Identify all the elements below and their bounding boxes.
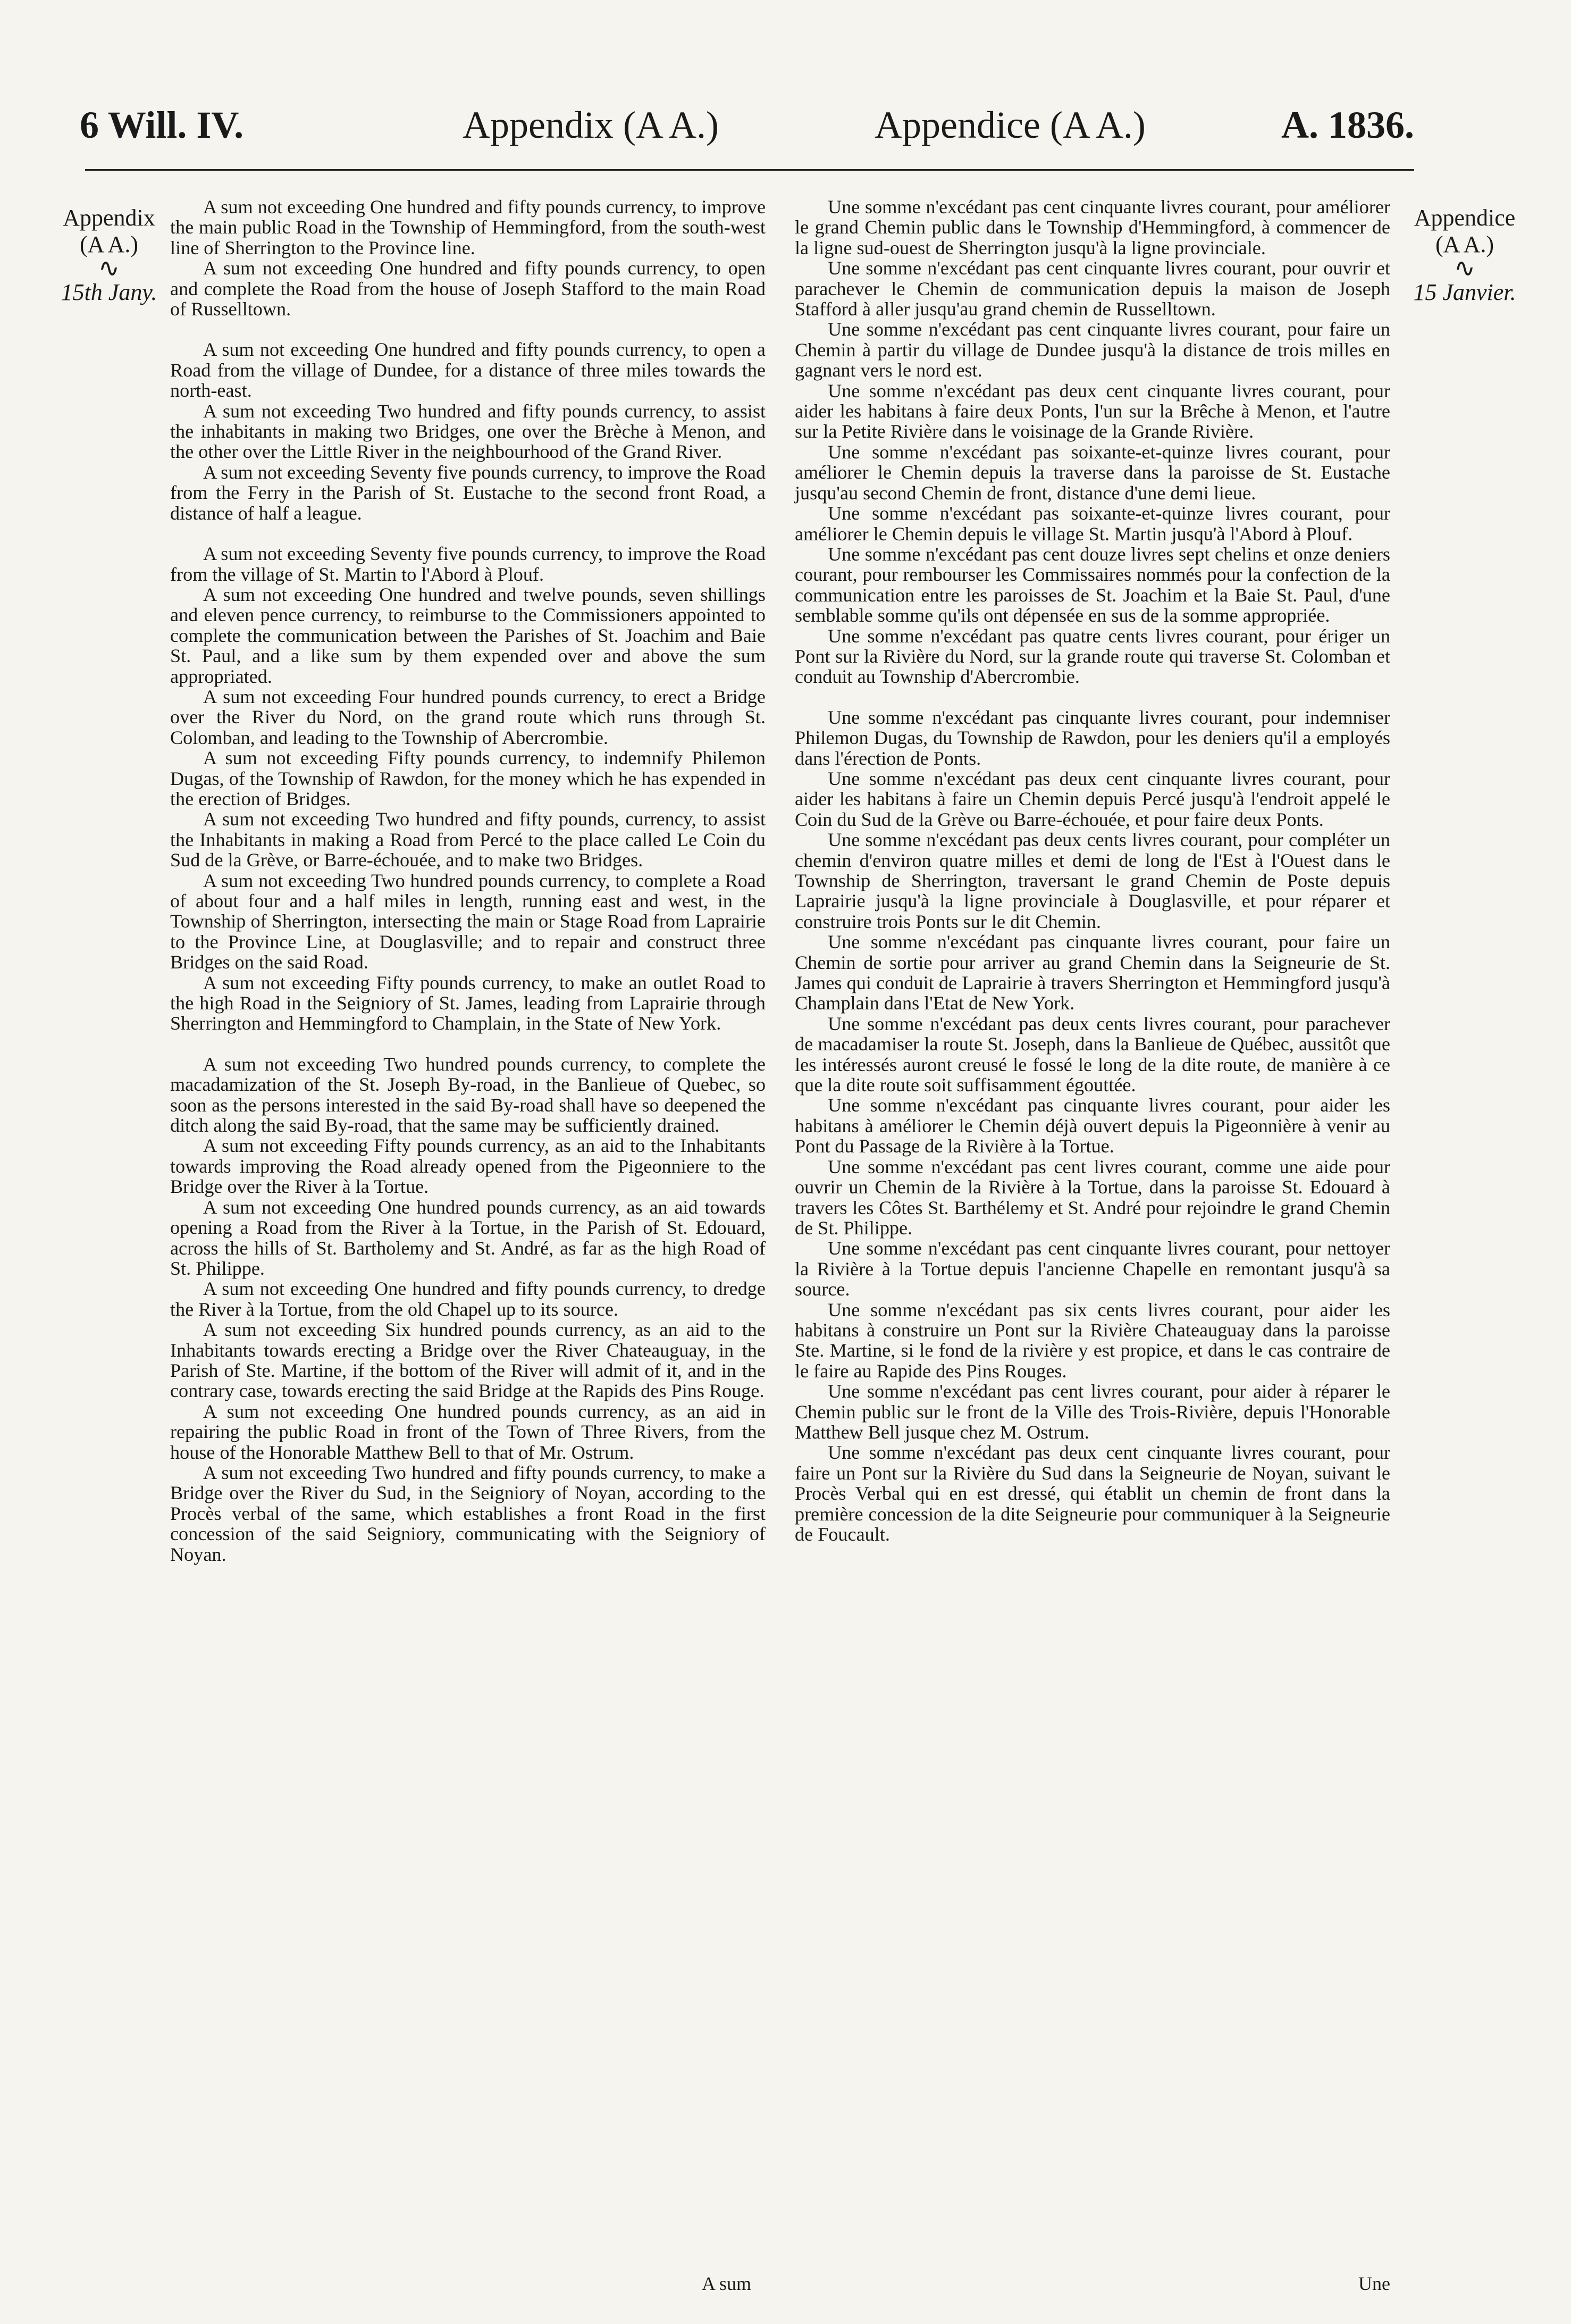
paragraph: Une somme n'excédant pas cinquante livres courant, pour faire un Chemin de sortie pour arriver au grand Chemin dans la Seigneurie de St. James qui conduit de Laprairie à travers Sherrington et Hemmingford jusqu'à Champlain dans l'Etat de New York. bbox=[795, 931, 1390, 1014]
header-year: A. 1836. bbox=[1281, 104, 1414, 146]
header-title-english: Appendix (A A.) bbox=[463, 104, 719, 146]
english-column bbox=[170, 197, 766, 1565]
paragraph: Une somme n'excédant pas deux cent cinquante livres courant, pour aider les habitans à faire un Chemin depuis Percé jusqu'à l'endroit appelé le Coin du Sud de la Grève ou Barre-échouée, et pour faire deux Ponts. bbox=[795, 767, 1390, 830]
paragraph: Une somme n'excédant pas deux cent cinquante livres courant, pour aider les habitans à faire deux Ponts, l'un sur la Brêche à Menon, et l'autre sur la Petite Rivière dans le voisinage de la Grande Rivière. bbox=[795, 380, 1390, 442]
paragraph: Une somme n'excédant pas deux cent cinquante livres courant, pour faire un Pont sur la Rivière du Sud dans la Seigneurie de Noyan, suivant le Procès Verbal qui en est dressé, qui établit un chemin de front dans la première concession de la dite Seigneurie pour communiquer à la Seigneurie de Foucault. bbox=[795, 1442, 1390, 1545]
paragraph: Une somme n'excédant pas cent livres courant, comme une aide pour ouvrir un Chemin de la Rivière à la Tortue, dans la paroisse St. Edouard à travers les Côtes St. Barthélemy et St. André pour rejoindre le grand Chemin de St. Philippe. bbox=[795, 1156, 1390, 1239]
paragraph: A sum not exceeding Seventy five pounds currency, to improve the Road from the village of St. Martin to l'Abord à Plouf. bbox=[170, 543, 766, 585]
paragraph: A sum not exceeding Seventy five pounds currency, to improve the Road from the Ferry in the Parish of St. Eustache to the second front Road, a distance of half a league. bbox=[170, 461, 766, 524]
regnal-year: 6 Will. IV. bbox=[80, 104, 244, 146]
paragraph: A sum not exceeding Two hundred and fifty pounds, currency, to assist the Inhabitants in making a Road from Percé to the place called Le Coin du Sud de la Grève, or Barre-échouée, and to make two Bridges. bbox=[170, 808, 766, 871]
paragraph: A sum not exceeding Four hundred pounds currency, to erect a Bridge over the River du Nord, on the grand route which runs through St. Colomban, and leading to the Township of Abercrombie. bbox=[170, 686, 766, 748]
margin-label: Appendice bbox=[1414, 205, 1516, 231]
paragraph: A sum not exceeding Two hundred pounds currency, to complete a Road of about four and a half miles in length, running east and west, in the Township of Sherrington, intersecting the main or Stage Road from Laprairie to the Province Line, at Douglasville; and to repair and construct three Bridges on the said Road. bbox=[170, 870, 766, 973]
paragraph: Une somme n'excédant pas cinquante livres courant, pour aider les habitans à améliorer le Chemin déjà ouvert depuis la Pigeonnière à venir au Pont du Passage de la Rivière à la Tortue. bbox=[795, 1094, 1390, 1157]
paragraph: Une somme n'excédant pas cent cinquante livres courant, pour ouvrir et parachever le Chemin de communication depuis la maison de Joseph Stafford à aller jusqu'au grand chemin de Russelltown. bbox=[795, 257, 1390, 320]
paragraph: Une somme n'excédant pas soixante-et-quinze livres courant, pour améliorer le Chemin depuis la traverse dans la paroisse de St. Eustache jusqu'au second Chemin de front, distance d'une demi lieue. bbox=[795, 441, 1390, 504]
paragraph: Une somme n'excédant pas six cents livres courant, pour aider les habitans à construire un Pont sur la Rivière Chateauguay dans la paroisse Ste. Martine, si le fond de la rivière y est propice, et dans le cas contraire de le faire au Rapide des Pins Rouges. bbox=[795, 1299, 1390, 1382]
header-title-french: Appendice (A A.) bbox=[875, 104, 1146, 146]
paragraph: A sum not exceeding Six hundred pounds currency, as an aid to the Inhabitants towards erecting a Bridge over the River Chateauguay, in the Parish of Ste. Martine, if the bottom of the River will admit of it, and in the contrary case, towards erecting the said Bridge at the Rapids des Pins Rouge. bbox=[170, 1319, 766, 1402]
paragraph: A sum not exceeding One hundred and fifty pounds currency, to improve the main public Road in the Township of Hemmingford, from the south-west line of Sherrington to the Province line. bbox=[170, 196, 766, 258]
swash-ornament-icon: ∿ bbox=[1454, 254, 1476, 282]
paragraph: A sum not exceeding One hundred and fifty pounds currency, to open and complete the Road from the house of Joseph Stafford to the main Road of Russelltown. bbox=[170, 257, 766, 320]
paragraph: A sum not exceeding Fifty pounds currency, to make an outlet Road to the high Road in the Seigniory of St. James, leading from Laprairie through Sherrington and Hemmingford to Champlain, in the State of New York. bbox=[170, 972, 766, 1034]
paragraph: A sum not exceeding Fifty pounds currency, as an aid to the Inhabitants towards improving the Road already opened from the Pigeonniere to the Bridge over the River à la Tortue. bbox=[170, 1135, 766, 1198]
french-column bbox=[795, 197, 1390, 1544]
paragraph: A sum not exceeding Fifty pounds currency, to indemnify Philemon Dugas, of the Township of Rawdon, for the money which he has expended in the erection of Bridges. bbox=[170, 747, 766, 809]
paragraph: Une somme n'excédant pas cent livres courant, pour aider à réparer le Chemin public sur le front de la Ville des Trois-Rivière, depuis l'Honorable Matthew Bell jusque chez M. Ostrum. bbox=[795, 1381, 1390, 1443]
paragraph: Une somme n'excédant pas cent cinquante livres courant, pour nettoyer la Rivière à la Tortue depuis l'ancienne Chapelle en remontant jusqu'à sa source. bbox=[795, 1238, 1390, 1300]
paragraph: Une somme n'excédant pas cent douze livres sept chelins et onze deniers courant, pour rembourser les Commissaires nommés pour la confection de la communication entre les paroisses de St. Joachim et la Baie St. Paul, d'une semblable somme qu'ils ont dépensée en sus de la somme appropriée. bbox=[795, 543, 1390, 626]
margin-note-english bbox=[53, 205, 165, 306]
paragraph: A sum not exceeding One hundred and fifty pounds currency, to dredge the River à la Tortue, from the old Chapel up to its source. bbox=[170, 1278, 766, 1320]
margin-sub: (A A.) bbox=[80, 231, 138, 257]
paragraph: A sum not exceeding Two hundred pounds currency, to complete the macadamization of the St. Joseph By-road, in the Banlieue of Quebec, so soon as the persons interested in the said By-road shall have so deepened the ditch along the said By-road, that the same may be sufficiently drained. bbox=[170, 1053, 766, 1136]
margin-date: 15th Jany. bbox=[61, 279, 157, 305]
paragraph: A sum not exceeding One hundred pounds currency, as an aid towards opening a Road from the River à la Tortue, in the Parish of St. Edouard, across the hills of St. Bartholemy and St. André, as far as the high Road of St. Philippe. bbox=[170, 1196, 766, 1279]
paragraph: A sum not exceeding Two hundred and fifty pounds currency, to make a Bridge over the River du Sud, in the Seigniory of Noyan, according to the Procès verbal of the same, which establishes a front Road in the first concession of the said Seigniory, communicating with the Seigniory of Noyan. bbox=[170, 1461, 766, 1565]
paragraph: A sum not exceeding Two hundred and fifty pounds currency, to assist the inhabitants in making two Bridges, one over the Brèche à Menon, and the other over the Little River in the neighbourhood of the Grand River. bbox=[170, 400, 766, 463]
catchword-french: Une bbox=[1358, 2273, 1390, 2294]
margin-date: 15 Janvier. bbox=[1413, 279, 1516, 305]
header-rule bbox=[85, 169, 1414, 171]
paragraph: Une somme n'excédant pas soixante-et-quinze livres courant, pour améliorer le Chemin depuis le village St. Martin jusqu'à l'Abord à Plouf. bbox=[795, 503, 1390, 545]
paragraph: A sum not exceeding One hundred and fifty pounds currency, to open a Road from the village of Dundee, for a distance of three miles towards the north-east. bbox=[170, 339, 766, 402]
paragraph: A sum not exceeding One hundred and twelve pounds, seven shillings and eleven pence currency, to reimburse to the Commissioners appointed to complete the communication between the Parishes of St. Joachim and Baie St. Paul, and a like sum by them expended over and above the sum appropriated. bbox=[170, 583, 766, 687]
paragraph: Une somme n'excédant pas deux cents livres courant, pour parachever de macadamiser la route St. Joseph, dans la Banlieue de Québec, aussitôt que les intéressés auront creusé le fossé le long de la dite route, de manière à ce que la dite route soit suffisamment égouttée. bbox=[795, 1013, 1390, 1096]
paragraph: Une somme n'excédant pas quatre cents livres courant, pour ériger un Pont sur la Rivière du Nord, sur la grande route qui traverse St. Colomban et conduit au Township d'Abercrombie. bbox=[795, 625, 1390, 688]
paragraph: Une somme n'excédant pas deux cents livres courant, pour compléter un chemin d'environ quatre milles et demi de long de l'Est à l'Ouest dans le Township de Sherrington, traversant le grand Chemin de Poste depuis Laprairie jusqu'à la ligne provinciale à Douglasville, et pour réparer et construire trois Ponts sur le dit Chemin. bbox=[795, 829, 1390, 932]
margin-label: Appendix bbox=[63, 205, 155, 231]
page-header bbox=[80, 96, 1414, 154]
swash-ornament-icon: ∿ bbox=[98, 254, 120, 282]
margin-note-french bbox=[1409, 205, 1520, 306]
paragraph: Une somme n'excédant pas cinquante livres courant, pour indemniser Philemon Dugas, du Township de Rawdon, pour les deniers qu'il a employés dans l'érection de Ponts. bbox=[795, 706, 1390, 769]
paragraph: A sum not exceeding One hundred pounds currency, as an aid in repairing the public Road in front of the Town of Three Rivers, from the house of the Honorable Matthew Bell to that of Mr. Ostrum. bbox=[170, 1400, 766, 1463]
catchword-english: A sum bbox=[702, 2273, 752, 2294]
paragraph: Une somme n'excédant pas cent cinquante livres courant, pour améliorer le grand Chemin public dans le Township d'Hemmingford, à commencer de la ligne sud-ouest de Sherrington jusqu'à la ligne provinciale. bbox=[795, 196, 1390, 258]
margin-sub: (A A.) bbox=[1435, 231, 1494, 257]
paragraph: Une somme n'excédant pas cent cinquante livres courant, pour faire un Chemin à partir du village de Dundee jusqu'à la distance de trois milles en gagnant vers le nord est. bbox=[795, 319, 1390, 381]
